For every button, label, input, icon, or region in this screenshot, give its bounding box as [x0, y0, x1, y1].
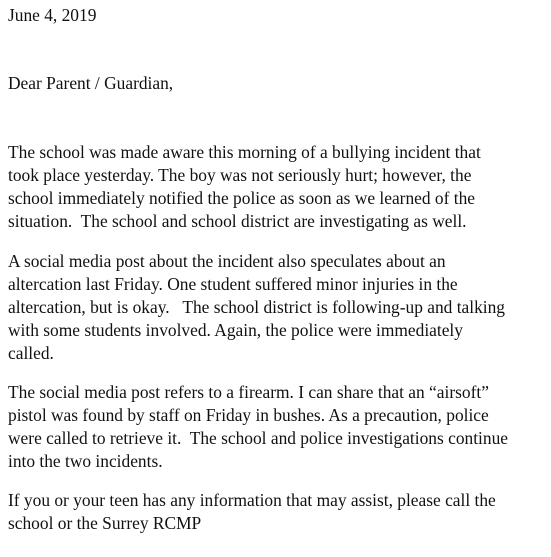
paragraph-airsoft-pistol: The social media post refers to a firearm. I can share that an “airsoft” pistol was found by staff on Friday in bushes. As a precaution, police were called to retrieve it. The school and police investigations continue into the two incidents. — [8, 382, 508, 471]
paragraph-social-media-altercation: A social media post about the incident also speculates about an altercation last Friday. One student suffered minor injuries in the altercation, but is okay. The school district is following-up and talking with some students involved. Again, the police were immediately called. — [8, 251, 505, 363]
letter-salutation: Dear Parent / Guardian, — [8, 73, 174, 93]
letter-date: June 4, 2019 — [8, 5, 97, 25]
paragraph-contact-request: If you or your teen has any information that may assist, please call the school or the Surrey RCMP — [8, 490, 496, 533]
paragraph-bullying-incident: The school was made aware this morning of a bullying incident that took place yesterday. The boy was not seriously hurt; however, the school immediately notified the police as soon as we learned of the situation. The school and school district are investigating as well. — [8, 142, 481, 231]
